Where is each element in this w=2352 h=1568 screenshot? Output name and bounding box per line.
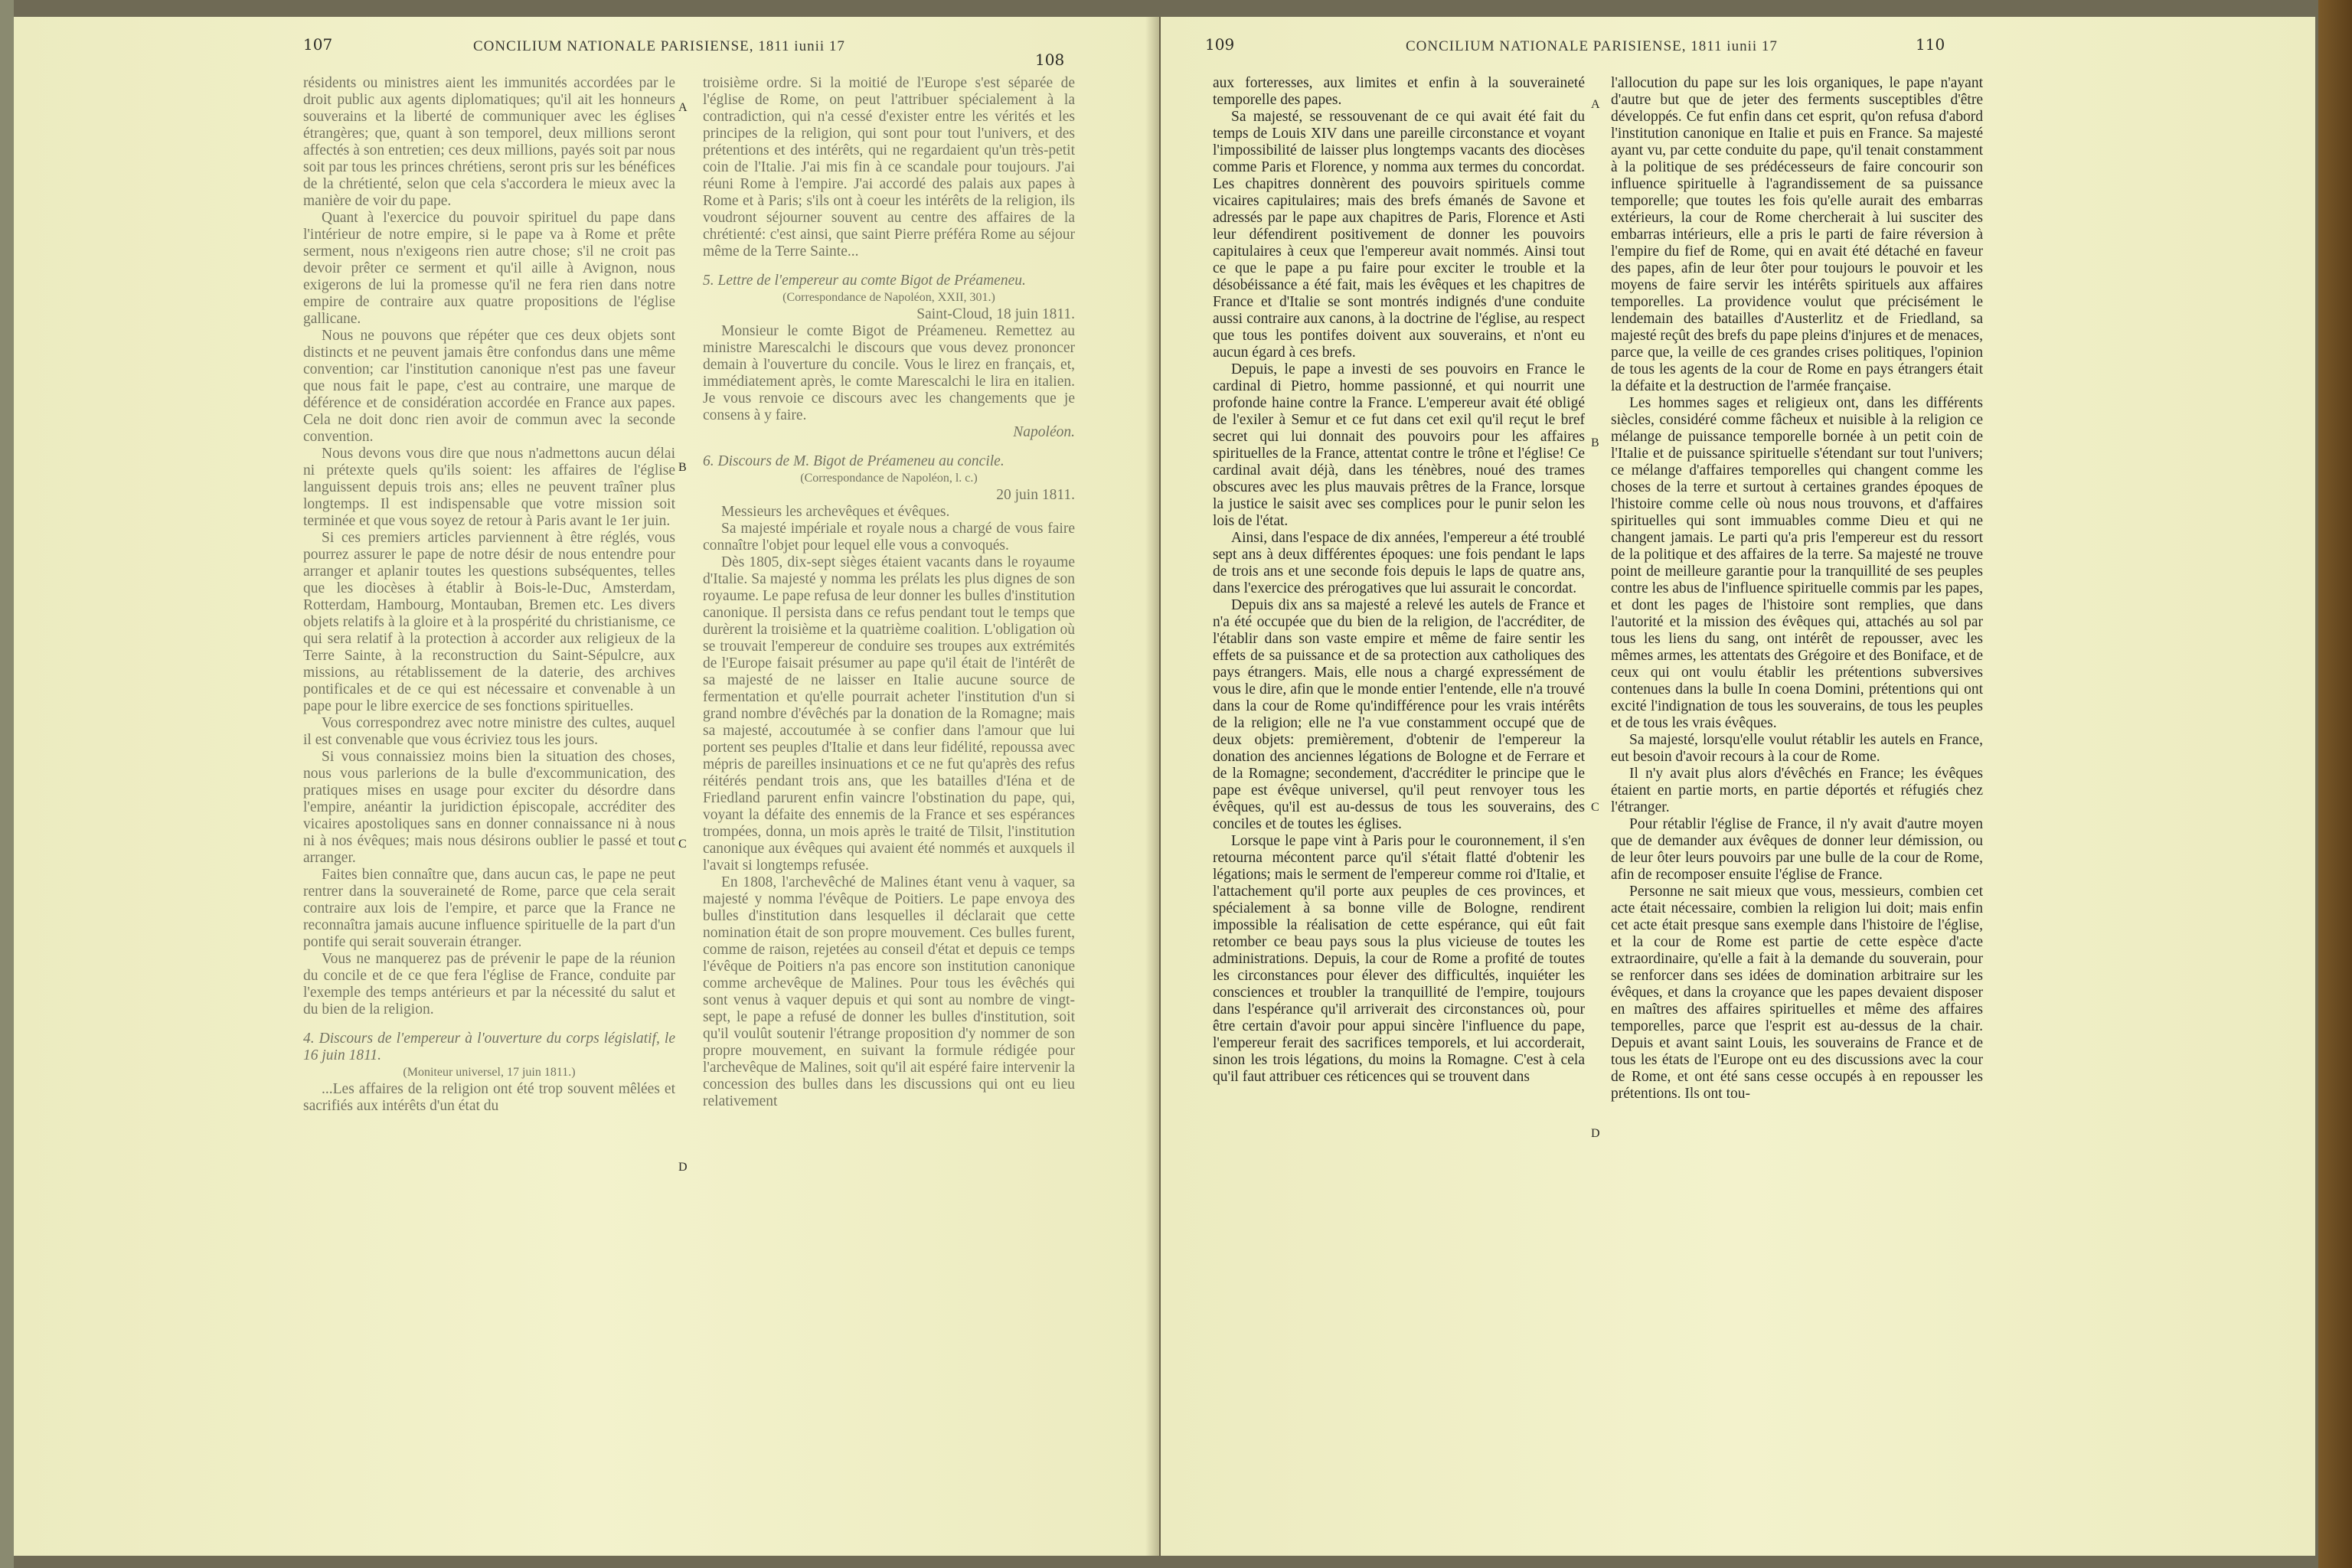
address: Messieurs les archevêques et évêques. — [721, 504, 950, 520]
paragraph: Vous correspondrez avec notre ministre des cultes, auquel il est convenable que vous écriviez tous les jours. — [303, 715, 675, 748]
paragraph: Pour rétablir l'église de France, il n'y avait d'autre moyen que de demander aux évêques de donner leur démission, ou de leur ôter leurs pouvoirs par une bulle de la cour de Rome, afin de recomposer ensuite l'église de France. — [1611, 816, 1983, 883]
right-book-cover — [2318, 0, 2352, 1568]
text-column-2 — [1611, 75, 1983, 1102]
text-column-2 — [703, 75, 1075, 1110]
dateline: Saint-Cloud, 18 juin 1811. — [916, 306, 1075, 322]
source-citation: (Correspondance de Napoléon, l. c.) — [800, 472, 978, 485]
left-binding-edge — [0, 0, 14, 1568]
paragraph: Depuis, le pape a investi de ses pouvoirs en France le cardinal di Pietro, homme passionné, et qui nourrit une profonde haine contre la France. L'empereur avait été obligé de l'exiler à Semur et ce fut dans cet exil qu'il reçut le bref secret qui lui donnait des pouvoirs pour les affaires spirituelles de la France, attentat contre le trône et l'église! Ce cardinal avait déjà, dans les ténèbres, noué des trames obscures avec les plus mauvais prêtres de la France, lorsque la justice le saisit avec ses complices pour le punir selon les lois de l'état. — [1213, 361, 1585, 529]
paragraph: Si ces premiers articles parviennent à être réglés, vous pourrez assurer le pape de notre désir de nous entendre pour arranger et aplanir toutes les questions subséquentes, telles que les diocèses à établir à Bois-le-Duc, Amsterdam, Rotterdam, Hambourg, Montauban, Bremen etc. Les divers objets relatifs à la gloire et à la prospérité du christianisme, ce qui sera relatif à la protection à accorder aux religieux de la Terre Sainte, à la reconstruction du Saint-Sépulcre, aux missions, au rétablissement de la daterie, des archives pontificales et de ce qui est nécessaire et convenable à un pape pour le libre exercice de ses fonctions spirituelles. — [303, 530, 675, 714]
paragraph: Ainsi, dans l'espace de dix années, l'empereur a été troublé sept ans à deux différentes époques: une fois pendant le laps de trois ans et une seconde fois depuis le laps de quatre ans, dans l'exercice des prérogatives que lui assurait le concordat. — [1213, 530, 1585, 596]
paragraph: Nous devons vous dire que nous n'admettons aucun délai ni prétexte quels qu'ils soient: les affaires de l'église languissent depuis trois ans; elles ne peuvent traîner plus longtemps. Il est indispensable que votre mission soit terminée et que vous soyez de retour à Paris avant le 1er juin. — [303, 446, 675, 529]
section-heading: 4. Discours de l'empereur à l'ouverture du corps législatif, le 16 juin 1811. — [303, 1031, 675, 1063]
text-column-1 — [1213, 75, 1585, 1086]
paragraph: troisième ordre. Si la moitié de l'Europe s'est séparée de l'église de Rome, on peut l'attribuer spécialement à la contradiction, qui n'a cessé d'exister entre les vérités et les principes de la religion, qui sont pour tout l'univers, et des prétentions et des intérêts, qui ne regardaient qu'un très-petit coin de l'Italie. J'ai mis fin à ce scandale pour toujours. J'ai réuni Rome à l'empire. J'ai accordé des palais aux papes à Rome et à Paris; s'ils ont à coeur les intérêts de la religion, ils voudront séjourner souvent au centre des affaires de la chrétienté: c'est ainsi, que saint Pierre préféra Rome au séjour même de la Terre Sainte... — [703, 75, 1075, 260]
paragraph: Nous ne pouvons que répéter que ces deux objets sont distincts et ne peuvent jamais être confondus dans une même convention; car l'institution canonique n'est pas une faveur que nous fait le pape, c'est au contraire, une marque de déférence et de considération accordée en France aux papes. Cela ne doit donc rien avoir de commun avec la seconde convention. — [303, 328, 675, 445]
paragraph: Quant à l'exercice du pouvoir spirituel du pape dans l'intérieur de notre empire, si le pape va à Rome et prête serment, nous n'exigeons rien autre chose; s'il ne croit pas devoir prêter ce serment et qu'il aille à Avignon, nous exigerons de lui la promesse qu'il ne fera rien dans notre empire de contraire aux quatre propositions de l'église gallicane. — [303, 210, 675, 327]
margin-letter: C — [678, 838, 687, 851]
paragraph: Sa majesté, lorsqu'elle voulut rétablir les autels en France, eut besoin d'avoir recours à la cour de Rome. — [1611, 732, 1983, 765]
margin-letter: B — [1591, 436, 1599, 449]
paragraph: Depuis dix ans sa majesté a relevé les autels de France et n'a été occupée que du bien de la religion, de l'accréditer, de l'établir dans son vaste empire et même de faire sentir les effets de sa puissance et de sa protection aux catholiques des pays étrangers. Mais, elle nous a chargé expressément de vous le dire, afin que le monde entier l'entende, elle n'a trouvé dans la cour de Rome qu'indifférence pour les vrais intérêts de la religion; elle ne l'a vue constamment occupé que de deux objets: premièrement, d'obtenir de l'empereur la donation des anciennes légations de Bologne et de Ferrare et de la Romagne; secondement, d'accréditer le principe que le pape est évêque universel, qu'il peut renvoyer tous les évêques, qu'il est au-dessus de tous les souverains, des conciles et de toutes les églises. — [1213, 597, 1585, 832]
paragraph: résidents ou ministres aient les immunités accordées par le droit public aux agents diplomatiques; qu'il ait les honneurs souverains et la liberté de communiquer avec les églises étrangères; que, quant à son temporel, deux millions seront affectés à son entretien; ces deux millions, payés soit par nous soit par tous les princes chrétiens, seront pris sur les bénéfices de la chrétienté, selon que cela s'accordera le mieux avec la manière de voir du pape. — [303, 75, 675, 209]
paragraph: l'allocution du pape sur les lois organiques, le pape n'ayant d'autre but que de jeter des ferments susceptibles d'être développés. Ce fut enfin dans cet esprit, qu'on refusa d'abord l'institution canonique en Italie et puis en France. Sa majesté ayant vu, par cette conduite du pape, qu'il tenait constamment à la politique de ses prédécesseurs de faire concourir son influence spirituelle à l'agrandissement de sa puissance temporelle; que toutes les fois qu'elle aurait des embarras extérieurs, la cour de Rome chercherait à lui susciter des embarras intérieurs, elle a pris le parti de faire réversion à l'empire du fief de Rome, qui en avait été détaché en faveur des papes, afin de leur ôter pour toujours le pouvoir et les moyens de faire servir les intérêts spirituels aux affaires temporelles. La providence voulut que précisément le lendemain des batailles d'Austerlitz et de Friedland, sa majesté reçût des brefs du pape pleins d'injures et de menaces, parce que, la veille de ces grandes crises politiques, l'opinion de tous les agents de la cour de Rome en pays étrangers était la défaite et la destruction de l'armée française. — [1611, 75, 1983, 394]
paragraph: Personne ne sait mieux que vous, messieurs, combien cet acte était nécessaire, combien la religion lui doit; mais enfin cet acte était presque sans exemple dans l'histoire de l'église, et la cour de Rome est partie de cette espèce d'acte extraordinaire, qu'elle a fait à la demande du souverain, pour se renforcer dans ses idées de domination arbitraire sur les évêques, et dans la croyance que les papes devaient disposer en maîtres des affaires spirituelles et même des affaires temporelles, parce que l'esprit est au-dessus de la chair. Depuis et avant saint Louis, les souverains de France et de tous les états de l'Europe ont eu des discussions avec la cour de Rome, et ont été sans cesse occupés à en repousser les prétentions. Ils ont tou- — [1611, 884, 1983, 1102]
margin-letter: A — [678, 101, 688, 114]
paragraph: Les hommes sages et religieux ont, dans les différents siècles, considéré comme fâcheux et nuisible à la religion ce mélange de puissance temporelle bornée à un petit coin de l'Italie et de puissance spirituelle s'étendant sur tout l'univers; ce mélange d'affaires temporelles qui changent comme les choses de la terre et surtout à certaines grandes époques de l'histoire comme celle où nous nous trouvons, et d'affaires spirituelles qui sont immuables comme Dieu et qui ne changent jamais. Le parti qu'a pris l'empereur est du ressort de la politique et des affaires de la terre. Sa majesté ne trouve point de meilleure garantie pour la tranquillité de ses peuples contre les abus de l'influence spirituelle commis par les papes, et dont les pages de l'histoire sont remplies, que dans l'autorité et la mission des évêques qui, attachés au sol par tous les liens du sang, ont intérêt de repousser, avec les mêmes armes, les attentats des Grégoire et des Boniface, et de ceux qui ont voulu établir les prétentions subversives contenues dans la bulle In coena Domini, prétentions qui ont excité l'indignation de tous les souverains, de tous les peuples et de tous les vrais évêques. — [1611, 395, 1983, 731]
page-number: 107 — [303, 35, 333, 54]
paragraph: Sa majesté, se ressouvenant de ce qui avait été fait du temps de Louis XIV dans une pareille circonstance et voyant l'impossibilité de laisser plus longtemps vacants des diocèses comme Paris et Florence, y nomma aux termes du concordat. Les chapitres donnèrent des pouvoirs spirituels comme vicaires capitulaires; mais des brefs émanés de Savone et adressés par le pape aux chapitres de Paris, Florence et Asti leur défendirent positivement de donner les pouvoirs capitulaires à ceux que l'empereur avait nommés. Ainsi tout ce que le pape a pu faire pour exciter le trouble et la désobéissance a été fait, mais les évêques et les chapitres de France et d'Italie se sont montrés indignés d'une conduite aussi contraire aux canons, à la doctrine de l'église, au respect que tous les pontifes doivent aux souverains, et n'ont eu aucun égard à ces brefs. — [1213, 109, 1585, 361]
margin-letter: A — [1591, 98, 1600, 111]
running-head: CONCILIUM NATIONALE PARISIENSE, 1811 iunii 17 — [1406, 38, 1778, 54]
paragraph: aux forteresses, aux limites et enfin à la souveraineté temporelle des papes. — [1213, 75, 1585, 108]
margin-letter: D — [678, 1161, 688, 1174]
source-citation: (Moniteur universel, 17 juin 1811.) — [403, 1066, 576, 1079]
paragraph: En 1808, l'archevêché de Malines étant venu à vaquer, sa majesté y nomma l'évêque de Poitiers. Le pape envoya des bulles d'institution dans lesquelles il déclarait que cette nomination était de son propre mouvement. Ces bulles furent, comme de raison, rejetées au conseil d'état et depuis ce temps l'évêque de Poitiers n'a pas encore son institution canonique comme archevêque de Malines. Pour tous les évêchés qui sont venus à vaquer depuis et qui sont au nombre de vingt-sept, le pape a refusé de donner les bulles d'institution, soit qu'il voulût soutenir l'étrange proposition d'y nommer de son propre mouvement, en suivant la formule rédigée pour l'archevêque de Malines, soit qu'il ait espéré faire intervenir la concession des bulles dans les discussions qui ont eu lieu relativement — [703, 874, 1075, 1109]
signature: Napoléon. — [1013, 424, 1075, 440]
paragraph: Vous ne manquerez pas de prévenir le pape de la réunion du concile et de ce que fera l'église de France, conduite par l'exemple des temps antérieurs et par la nécessité du salut et du bien de la religion. — [303, 951, 675, 1018]
dateline: 20 juin 1811. — [996, 487, 1075, 503]
page-number: 108 — [1035, 51, 1065, 69]
page-number: 109 — [1205, 35, 1235, 54]
paragraph: Sa majesté impériale et royale nous a chargé de vous faire connaître l'objet pour lequel elle vous a convoqués. — [703, 521, 1075, 554]
source-citation: (Correspondance de Napoléon, XXII, 301.) — [782, 291, 995, 304]
margin-letter: B — [678, 461, 687, 474]
paragraph: Dès 1805, dix-sept sièges étaient vacants dans le royaume d'Italie. Sa majesté y nomma les prélats les plus dignes de son royaume. Le pape refusa de leur donner les bulles d'institution canonique. Il persista dans ce refus pendant tout le temps que durèrent la troisième et la quatrième coalition. L'obligation où se trouvait l'empereur de conduire ses troupes aux extrémités de l'Europe faisait présumer au pape qu'il était de l'intérêt de sa majesté de ne laisser en Italie aucune source de fermentation et qu'elle pourrait acheter l'institution d'un si grand nombre d'évêchés par la donation de la Romagne; mais sa majesté, accoutumée à se confier dans l'amour que lui portent ses peuples d'Italie et dans leur fidélité, repoussa avec mépris de pareilles insinuations et ce ne fut qu'après des refus réitérés pendant trois ans, que les batailles d'Iéna et de Friedland parurent enfin vaincre l'obstination du pape, qui, voyant la défaite des ennemis de la France et ses espérances trompées, donna, un mois après le traité de Tilsit, l'institution canonique aux évêques qui avaient été nommés et auxquels il l'avait si longtemps refusée. — [703, 554, 1075, 874]
section-heading: 5. Lettre de l'empereur au comte Bigot de Préameneu. — [703, 273, 1026, 289]
running-head: CONCILIUM NATIONALE PARISIENSE, 1811 iunii 17 — [473, 38, 845, 54]
paragraph: Lorsque le pape vint à Paris pour le couronnement, il s'en retourna mécontent parce qu'il s'était flatté d'obtenir les légations; mais le serment de l'empereur comme roi d'Italie, et l'attachement qu'il porte aux peuples de ces provinces, et spécialement à sa bonne ville de Bologne, rendirent impossible la réalisation de cette espérance, qui eût fait retomber ce beau pays sous la plus vicieuse de toutes les administrations. Depuis, la cour de Rome a profité de toutes les circonstances pour élever des difficultés, inquiéter les consciences et troubler la tranquillité de l'empire, toujours dans l'espérance qu'il arriverait des circonstances où, pour être certain d'avoir pour appui sincère l'influence du pape, l'empereur ferait des sacrifices temporels, et lui accorderait, sinon les trois légations, du moins la Romagne. C'est à cela qu'il faut attribuer ces réticences qui se trouvent dans — [1213, 833, 1585, 1085]
section-heading: 6. Discours de M. Bigot de Préameneu au concile. — [703, 453, 1004, 469]
paragraph: Faites bien connaître que, dans aucun cas, le pape ne peut rentrer dans la souveraineté de Rome, parce que cela serait contraire aux lois de l'empire, et parce que la France ne reconnaîtra jamais aucune influence spirituelle de la part d'un pontife qui serait souverain étranger. — [303, 867, 675, 950]
paragraph: ...Les affaires de la religion ont été trop souvent mêlées et sacrifiés aux intérêts d'un état du — [303, 1081, 675, 1114]
margin-letter: C — [1591, 801, 1599, 814]
margin-letter: D — [1591, 1127, 1600, 1140]
paragraph: Il n'y avait plus alors d'évêchés en France; les évêques étaient en partie morts, en partie déportés et réfugiés chez l'étranger. — [1611, 766, 1983, 815]
left-page — [14, 17, 1159, 1556]
text-column-1 — [303, 75, 675, 1115]
paragraph: Monsieur le comte Bigot de Préameneu. Remettez au ministre Marescalchi le discours que vous devez prononcer demain à l'ouverture du concile. Vous le lirez en français, et, immédiatement après, le comte Marescalchi le lira en italien. Je vous renvoie ce discours avec les changements que je consens à y faire. — [703, 323, 1075, 423]
paragraph: Si vous connaissiez moins bien la situation des choses, nous vous parlerions de la bulle d'excommunication, des pratiques mises en usage pour exciter du désordre dans l'empire, anéantir la juridiction épiscopale, accréditer des vicaires apostoliques sans en donner connaissance ni à nous ni à nos évêques; mais nous désirons oublier le passé et tout arranger. — [303, 749, 675, 866]
right-page — [1161, 17, 2315, 1556]
page-number: 110 — [1916, 35, 1945, 54]
